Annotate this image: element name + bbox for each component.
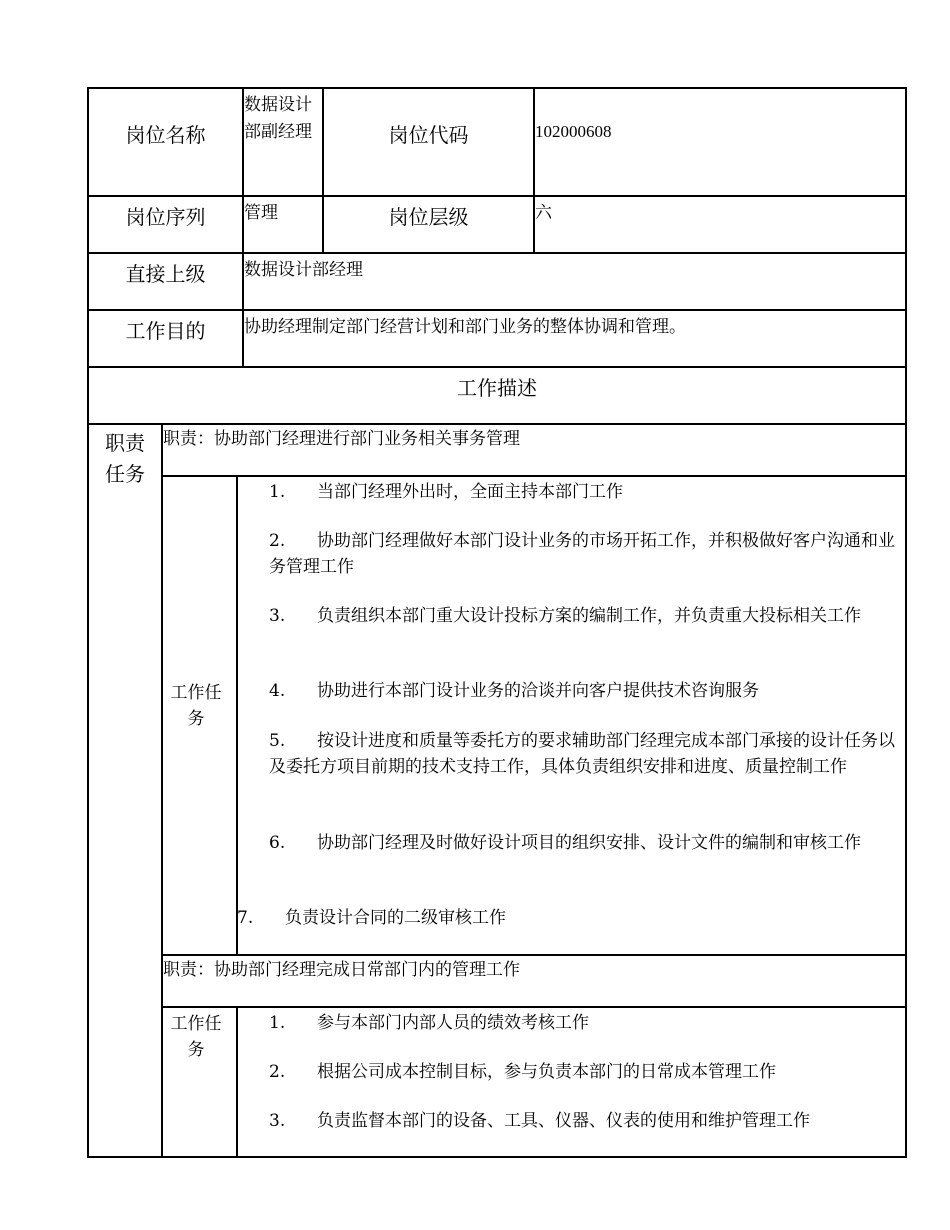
work-description-title: 工作描述 <box>457 376 537 400</box>
task-number: 2. <box>269 531 286 551</box>
task-text: 参与本部门内部人员的绩效考核工作 <box>317 1013 589 1033</box>
level-value: 六 <box>535 203 552 223</box>
series-label: 岗位序列 <box>125 205 206 229</box>
table-divider <box>236 475 238 955</box>
table-divider <box>161 423 163 1158</box>
list-item <box>269 603 897 629</box>
task-text: 协助进行本部门设计业务的洽谈并向客户提供技术咨询服务 <box>317 681 759 701</box>
duty-title: 职责：协助部门经理完成日常部门内的管理工作 <box>163 960 520 980</box>
table-divider <box>87 423 907 425</box>
task-number: 5. <box>269 731 286 751</box>
list-item <box>269 678 897 704</box>
position-name-label: 岗位名称 <box>125 123 206 147</box>
position-code-label: 岗位代码 <box>388 123 469 147</box>
table-border <box>905 87 907 1158</box>
list-item <box>269 479 897 505</box>
table-divider <box>162 954 907 956</box>
table-divider <box>87 195 907 197</box>
superior-value: 数据设计部经理 <box>244 260 363 280</box>
list-item <box>237 905 897 931</box>
table-divider <box>236 1006 238 1158</box>
task-text: 当部门经理外出时，全面主持本部门工作 <box>317 482 623 502</box>
task-number: 6. <box>269 833 286 853</box>
table-divider <box>87 309 907 311</box>
purpose-label: 工作目的 <box>125 319 206 343</box>
task-text: 负责组织本部门重大设计投标方案的编制工作，并负责重大投标相关工作 <box>317 606 861 626</box>
task-text: 根据公司成本控制目标，参与负责本部门的日常成本管理工作 <box>317 1062 776 1082</box>
task-text: 负责设计合同的二级审核工作 <box>285 908 506 928</box>
table-divider <box>87 366 907 368</box>
table-divider <box>162 475 907 477</box>
tasks-label: 工作任务 <box>170 1014 222 1060</box>
task-text: 协助部门经理做好本部门设计业务的市场开拓工作，并积极做好客户沟通和业务管理工作 <box>269 531 895 577</box>
list-item <box>269 528 897 580</box>
task-number: 3. <box>269 606 286 626</box>
position-code-value: 102000608 <box>535 122 612 141</box>
task-text: 负责监督本部门的设备、工具、仪器、仪表的使用和维护管理工作 <box>317 1111 810 1131</box>
position-name-value: 数据设计部副经理 <box>244 95 312 142</box>
tasks-label: 工作任务 <box>170 683 222 729</box>
table-border <box>87 87 907 89</box>
task-number: 1. <box>269 482 286 502</box>
duty-title: 职责：协助部门经理进行部门业务相关事务管理 <box>163 429 520 449</box>
task-number: 7. <box>237 908 254 928</box>
table-border <box>87 1156 907 1158</box>
list-item <box>269 1108 897 1134</box>
table-divider <box>162 1006 907 1008</box>
level-label: 岗位层级 <box>388 205 469 229</box>
task-number: 2. <box>269 1062 286 1082</box>
list-item <box>269 728 897 780</box>
table-divider <box>87 252 907 254</box>
table-divider <box>533 87 535 253</box>
task-text: 协助部门经理及时做好设计项目的组织安排、设计文件的编制和审核工作 <box>317 833 861 853</box>
task-number: 1. <box>269 1013 286 1033</box>
duties-label: 职责任务 <box>105 431 145 486</box>
list-item <box>269 830 897 856</box>
task-text: 按设计进度和质量等委托方的要求辅助部门经理完成本部门承接的设计任务以及委托方项目前期的技术支持工作，具体负责组织安排和进度、质量控制工作 <box>269 731 895 777</box>
purpose-value: 协助经理制定部门经营计划和部门业务的整体协调和管理。 <box>244 317 686 337</box>
task-number: 3. <box>269 1111 286 1131</box>
list-item <box>269 1010 897 1036</box>
table-border <box>87 87 89 1158</box>
list-item <box>269 1059 897 1085</box>
series-value: 管理 <box>244 203 278 223</box>
task-number: 4. <box>269 681 286 701</box>
superior-label: 直接上级 <box>125 262 206 286</box>
